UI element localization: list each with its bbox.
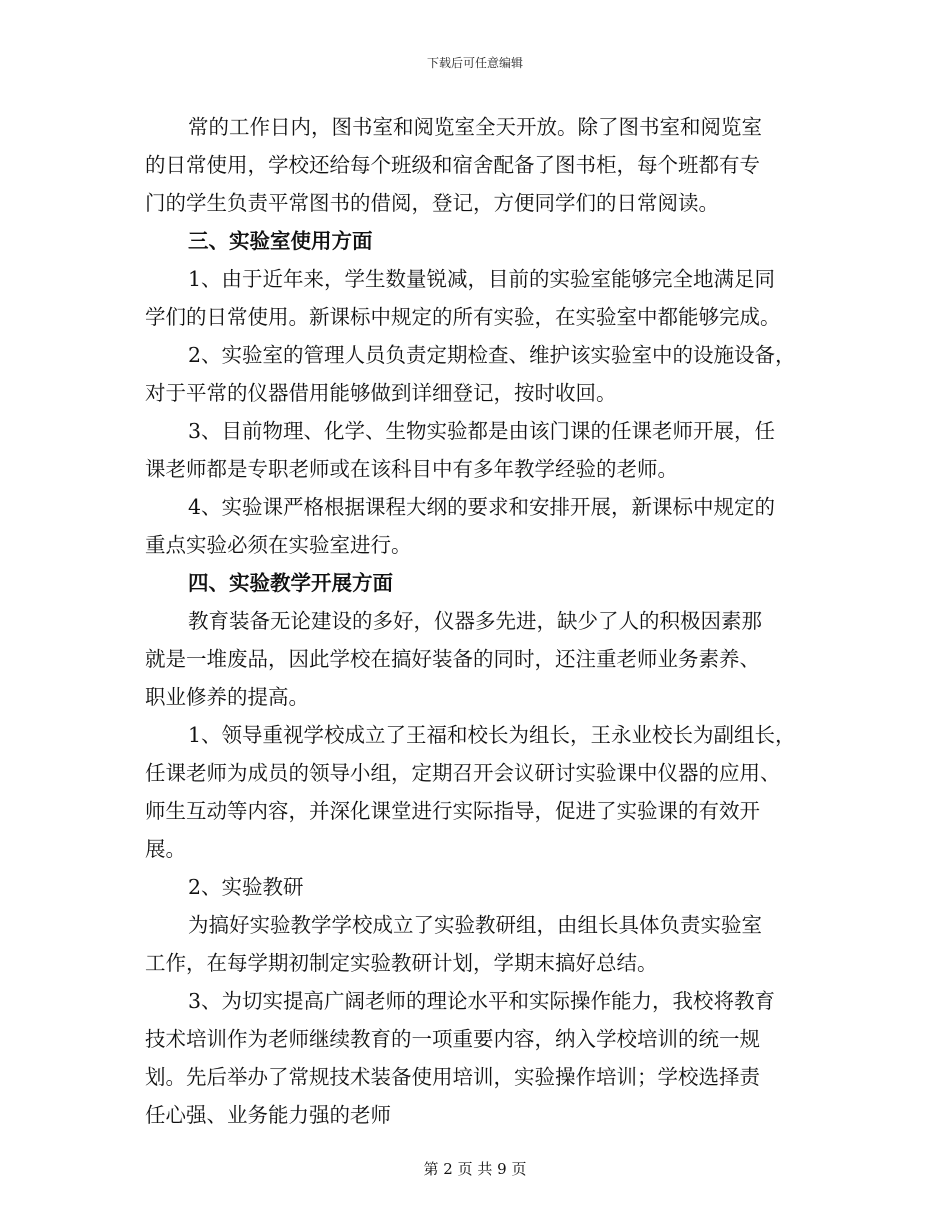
text-line: 2、实验室的管理人员负责定期检查、维护该实验室中的设施设备， [188,343,796,367]
document-body [145,108,810,1134]
section-heading: 三、实验室使用方面 [188,229,373,253]
text-line: 职业修养的提高。 [145,685,309,709]
text-line: 门的学生负责平常图书的借阅，登记，方便同学们的日常阅读。 [145,191,719,215]
text-line: 课老师都是专职老师或在该科目中有多年教学经验的老师。 [145,457,678,481]
text-line: 3、目前物理、化学、生物实验都是由该门课的任课老师开展，任 [188,419,776,443]
page-footer: 第 2 页 共 9 页 [423,1160,527,1178]
text-line: 学们的日常使用。新课标中规定的所有实验，在实验室中都能够完成。 [145,305,781,329]
text-line: 常的工作日内，图书室和阅览室全天开放。除了图书室和阅览室 [188,115,762,139]
subsection-heading: 2、实验教研 [188,875,304,899]
text-line: 划。先后举办了常规技术装备使用培训，实验操作培训；学校选择责 [145,1065,760,1089]
text-line: 为搞好实验教学学校成立了实验教研组，由组长具体负责实验室 [188,913,762,937]
text-line: 展。 [145,837,186,861]
text-line: 4、实验课严格根据课程大纲的要求和安排开展，新课标中规定的 [188,495,776,519]
text-line: 就是一堆废品，因此学校在搞好装备的同时，还注重老师业务素养、 [145,647,760,671]
text-line: 的日常使用，学校还给每个班级和宿舍配备了图书柜，每个班都有专 [145,153,760,177]
text-line: 1、由于近年来，学生数量锐减，目前的实验室能够完全地满足同 [188,267,776,291]
page-header: 下载后可任意编辑 [426,56,523,70]
text-line: 师生互动等内容，并深化课堂进行实际指导，促进了实验课的有效开 [145,799,760,823]
section-heading: 四、实验教学开展方面 [188,571,393,595]
text-line: 任课老师为成员的领导小组，定期召开会议研讨实验课中仪器的应用、 [145,761,781,785]
text-line: 重点实验必须在实验室进行。 [145,533,412,557]
text-line: 教育装备无论建设的多好，仪器多先进，缺少了人的积极因素那 [188,609,762,633]
text-line: 技术培训作为老师继续教育的一项重要内容，纳入学校培训的统一规 [145,1027,760,1051]
text-line: 3、为切实提高广阔老师的理论水平和实际操作能力，我校将教育 [188,989,776,1013]
text-line: 1、领导重视学校成立了王福和校长为组长，王永业校长为副组长， [188,723,796,747]
text-line: 对于平常的仪器借用能够做到详细登记，按时收回。 [145,381,617,405]
text-line: 任心强、业务能力强的老师 [145,1103,391,1127]
text-line: 工作，在每学期初制定实验教研计划，学期末搞好总结。 [145,951,658,975]
